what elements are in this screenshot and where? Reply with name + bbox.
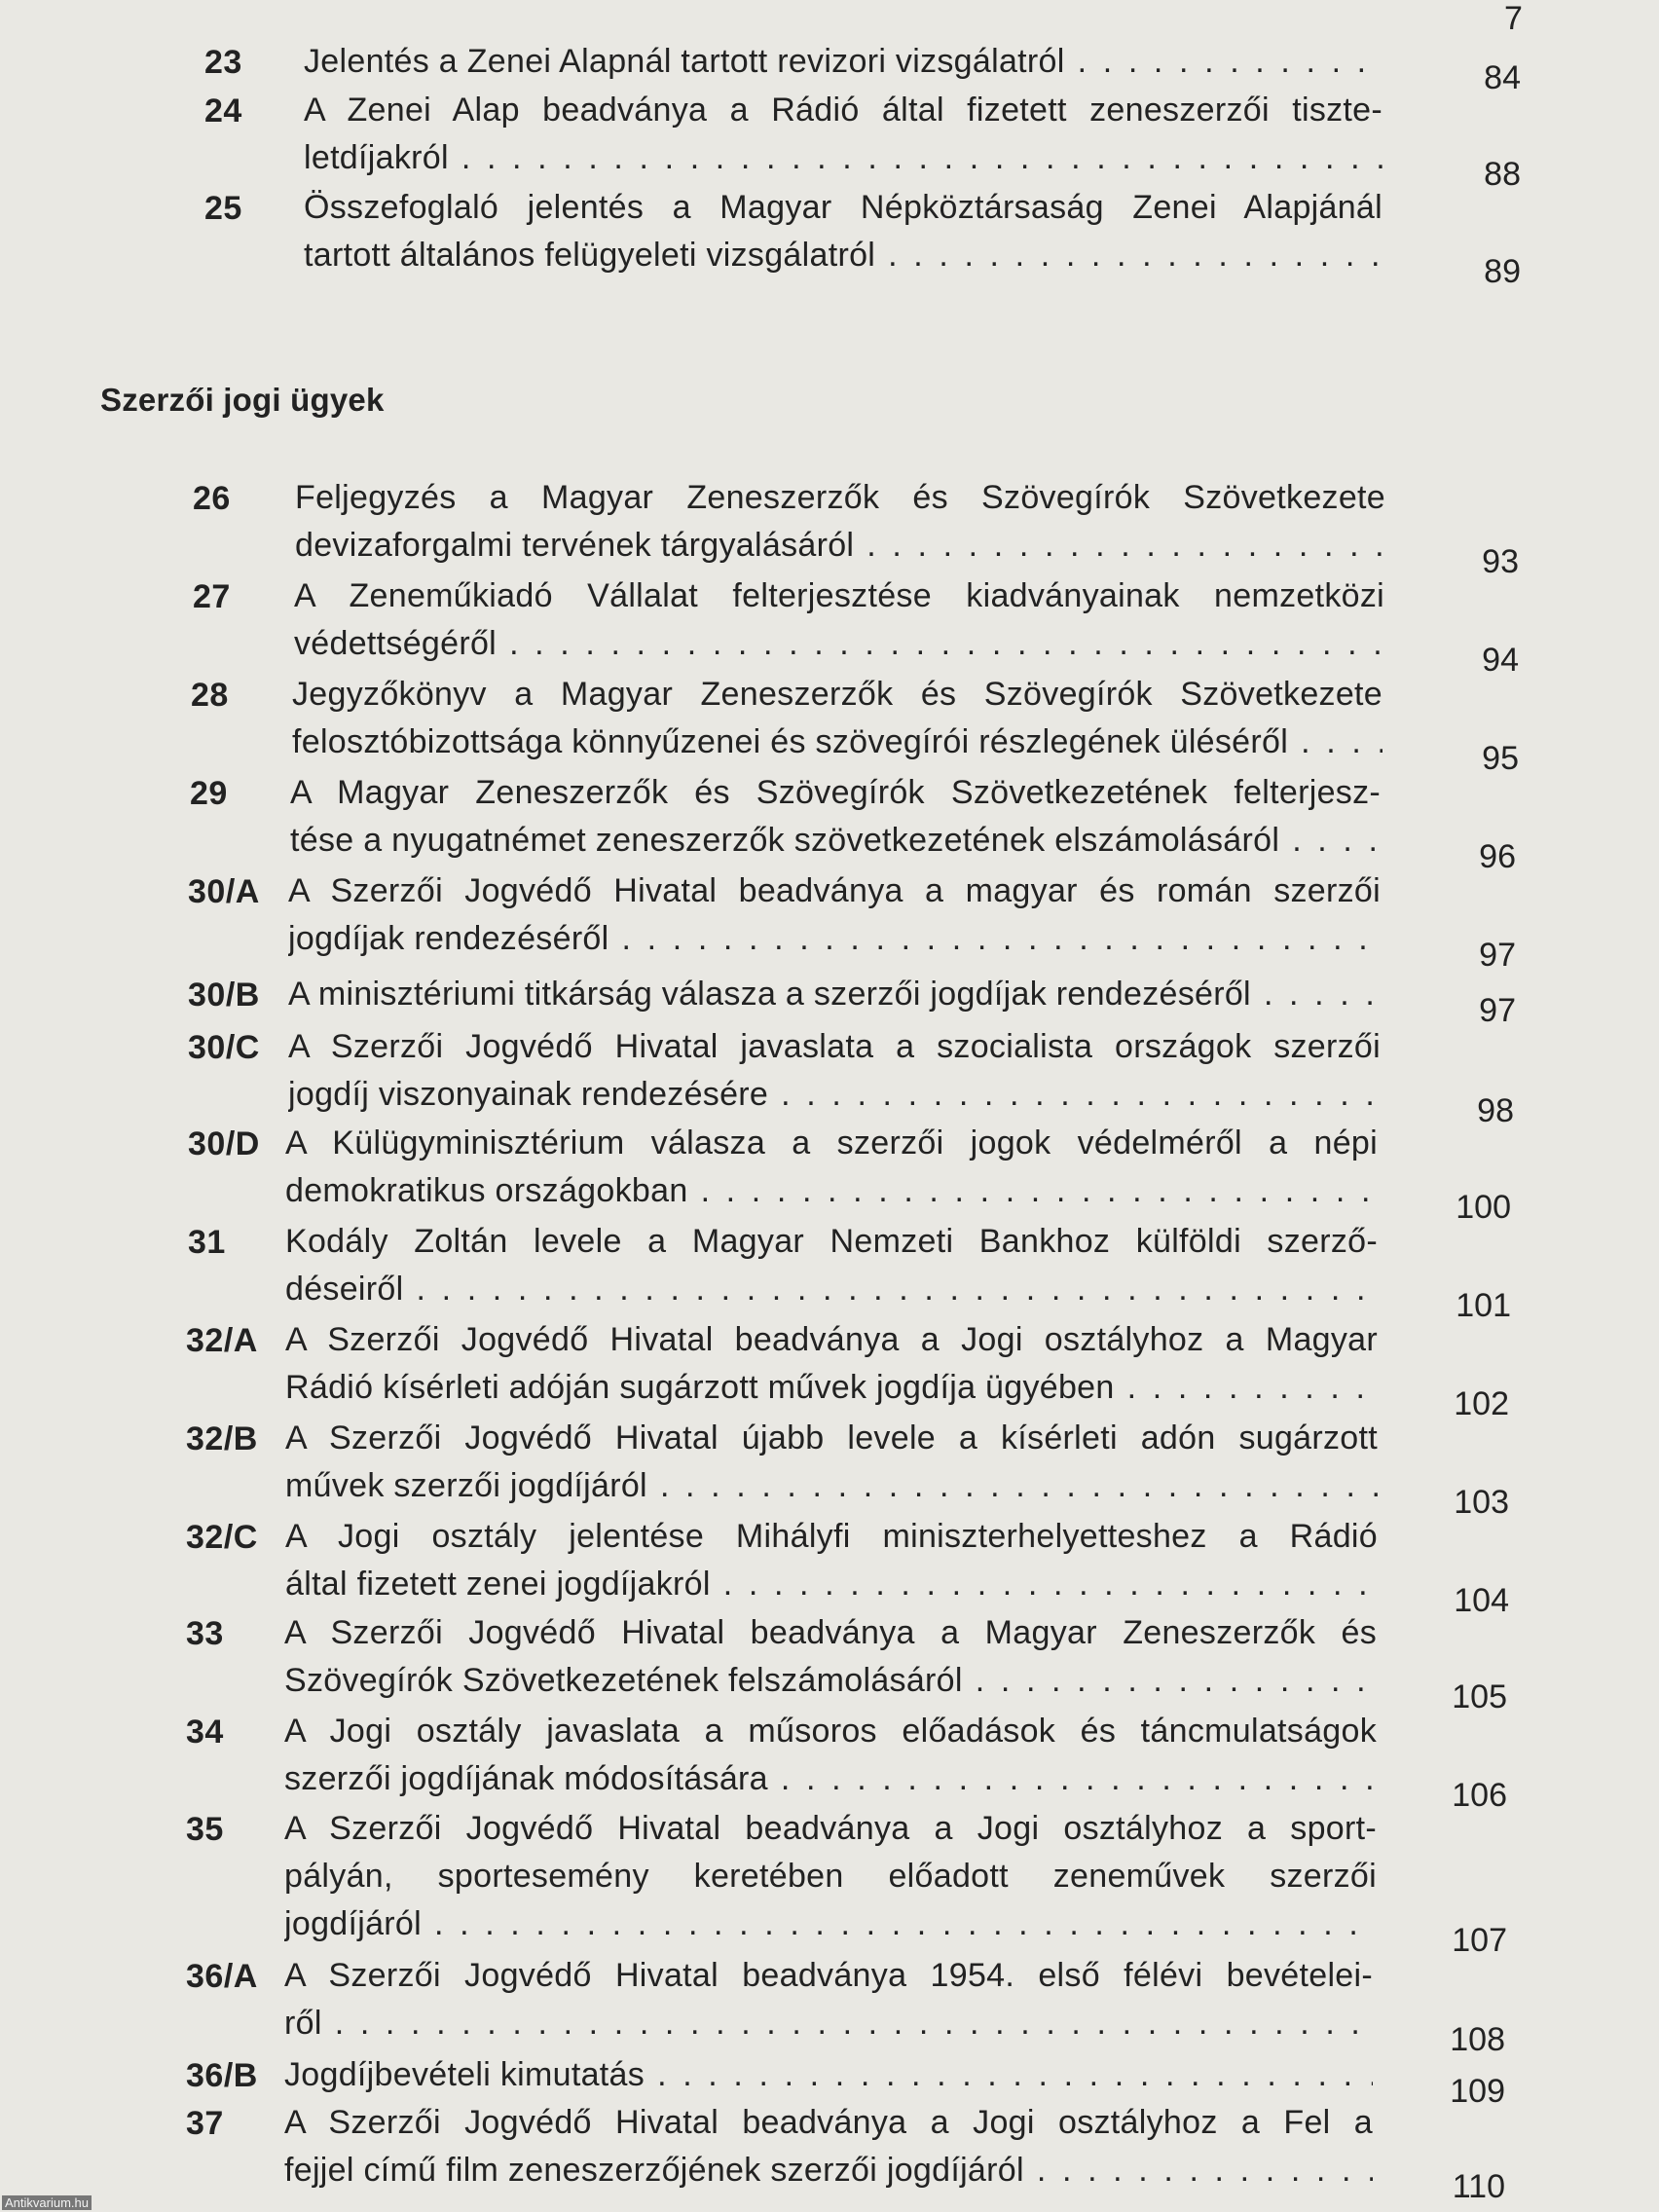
entry-title-line: ről . . . xyxy=(284,2000,1373,2047)
page-number: 7 xyxy=(1504,0,1523,37)
entry-page-number: 105 xyxy=(1452,1678,1507,1715)
entry-title-line: letdíjakról . . . xyxy=(304,134,1382,182)
entry-title xyxy=(285,1120,1378,1215)
entry-title-line: Kodály Zoltán levele a Magyar Nemzeti Bankhoz külföldi szerző- xyxy=(285,1223,1378,1260)
entry-title xyxy=(284,2099,1373,2194)
entry-title-line: A Szerzői Jogvédő Hivatal beadványa a Magyar Zeneszerzők és xyxy=(284,1614,1377,1651)
entry-number: 23 xyxy=(204,44,242,81)
entry-title-line: A Szerzői Jogvédő Hivatal beadványa 1954. első félévi bevételei- xyxy=(284,1957,1373,1994)
entry-title xyxy=(285,1218,1378,1313)
entry-title xyxy=(304,87,1382,182)
entry-title-line: jogdíjak rendezéséről . . . xyxy=(288,915,1381,963)
entry-title-line: déseiről . . . xyxy=(285,1266,1378,1313)
entry-page-number: 102 xyxy=(1454,1385,1509,1422)
entry-title-line: jogdíjáról . . . xyxy=(284,1900,1377,1948)
entry-page-number: 97 xyxy=(1479,937,1516,974)
entry-page-number: 104 xyxy=(1454,1582,1509,1619)
entry-title xyxy=(304,38,1382,86)
entry-title-line: jogdíj viszonyainak rendezésére . . . xyxy=(288,1071,1381,1119)
entry-title-line: Rádió kísérleti adóján sugárzott művek jogdíja ügyében . . . xyxy=(285,1364,1378,1412)
entry-title-line: A minisztériumi titkárság válasza a szerzői jogdíjak rendezéséről . . . xyxy=(288,971,1381,1018)
entry-title-line: devizaforgalmi tervének tárgyalásáról . . . xyxy=(295,522,1385,570)
entry-number: 34 xyxy=(186,1714,224,1751)
entry-title xyxy=(284,1708,1377,1803)
entry-number: 28 xyxy=(191,677,229,714)
entry-page-number: 96 xyxy=(1479,838,1516,875)
entry-title xyxy=(295,474,1385,570)
entry-title xyxy=(285,1513,1378,1608)
entry-title-line: Szövegírók Szövetkezetének felszámolásáról . . . xyxy=(284,1657,1377,1705)
entry-title-line: A Szerzői Jogvédő Hivatal beadványa a magyar és román szerzői xyxy=(288,872,1381,909)
entry-title xyxy=(288,971,1381,1018)
entry-title-line: A Jogi osztály javaslata a műsoros előadások és táncmulatságok xyxy=(284,1713,1377,1750)
entry-number: 37 xyxy=(186,2105,224,2142)
entry-title-line: A Jogi osztály jelentése Mihályfi miniszterhelyetteshez a Rádió xyxy=(285,1518,1378,1555)
entry-page-number: 100 xyxy=(1456,1189,1511,1226)
entry-title-line: A Szerzői Jogvédő Hivatal beadványa a Jogi osztályhoz a sport- xyxy=(284,1810,1377,1847)
entry-title xyxy=(304,184,1382,279)
entry-title-line: A Zenei Alap beadványa a Rádió által fizetett zeneszerzői tiszte- xyxy=(304,92,1382,129)
entry-number: 24 xyxy=(204,92,242,129)
entry-page-number: 93 xyxy=(1482,543,1519,580)
entry-title xyxy=(288,1023,1381,1119)
entry-title xyxy=(288,867,1381,963)
entry-title-line: tése a nyugatnémet zeneszerzők szövetkezetének elszámolásáról . . . xyxy=(290,817,1381,865)
entry-title xyxy=(284,1952,1373,2047)
entry-title-line: által fizetett zenei jogdíjakról . . . xyxy=(285,1561,1378,1608)
entry-title-line: művek szerzői jogdíjáról . . . xyxy=(285,1462,1378,1510)
entry-number: 26 xyxy=(193,480,231,517)
entry-title xyxy=(285,1316,1378,1412)
entry-title-line: védettségéről . . . xyxy=(294,620,1384,668)
entry-page-number: 109 xyxy=(1450,2073,1505,2110)
entry-number: 29 xyxy=(190,775,228,812)
entry-page-number: 108 xyxy=(1450,2021,1505,2058)
entry-page-number: 97 xyxy=(1479,992,1516,1029)
entry-title-line: A Szerzői Jogvédő Hivatal beadványa a Jogi osztályhoz a Magyar xyxy=(285,1321,1378,1358)
entry-title xyxy=(294,572,1384,668)
entry-title-line: A Zeneműkiadó Vállalat felterjesztése kiadványainak nemzetközi xyxy=(294,577,1384,614)
entry-number: 30/A xyxy=(188,873,260,910)
entry-number: 32/A xyxy=(186,1322,258,1359)
entry-number: 30/C xyxy=(188,1029,260,1066)
entry-page-number: 88 xyxy=(1484,156,1521,193)
entry-title-line: demokratikus országokban . . . xyxy=(285,1167,1378,1215)
entry-number: 25 xyxy=(204,190,242,227)
entry-page-number: 94 xyxy=(1482,642,1519,679)
entry-page-number: 107 xyxy=(1452,1922,1507,1959)
entry-title-line: szerzői jogdíjának módosítására . . . xyxy=(284,1755,1377,1803)
entry-title xyxy=(284,2051,1373,2099)
entry-number: 30/D xyxy=(188,1125,260,1162)
entry-page-number: 103 xyxy=(1454,1484,1509,1521)
entry-title-line: A Szerzői Jogvédő Hivatal újabb levele a kísérleti adón sugárzott xyxy=(285,1419,1378,1456)
entry-number: 31 xyxy=(188,1224,226,1261)
entry-title-line: felosztóbizottsága könnyűzenei és szövegírói részlegének üléséről . . . xyxy=(292,719,1382,766)
entry-title-line: A Külügyminisztérium válasza a szerzői jogok védelméről a népi xyxy=(285,1124,1378,1161)
section-heading: Szerzői jogi ügyek xyxy=(100,382,385,418)
entry-number: 36/A xyxy=(186,1958,258,1995)
entry-title-line: pályán, sportesemény keretében előadott zeneművek szerzői xyxy=(284,1858,1377,1895)
entry-page-number: 98 xyxy=(1477,1092,1514,1129)
entry-number: 36/B xyxy=(186,2057,258,2094)
entry-title xyxy=(284,1805,1377,1948)
entry-title-line: A Magyar Zeneszerzők és Szövegírók Szövetkezetének felterjesz- xyxy=(290,774,1381,811)
entry-number: 35 xyxy=(186,1811,224,1848)
entry-title-line: Feljegyzés a Magyar Zeneszerzők és Szövegírók Szövetkezete xyxy=(295,479,1385,516)
entry-title-line: Jogdíjbevételi kimutatás . . . xyxy=(284,2051,1373,2099)
entry-number: 33 xyxy=(186,1615,224,1652)
entry-page-number: 101 xyxy=(1456,1287,1511,1324)
entry-number: 30/B xyxy=(188,977,260,1014)
entry-title xyxy=(284,1609,1377,1705)
entry-title xyxy=(292,671,1382,766)
entry-title-line: fejjel című film zeneszerzőjének szerzői jogdíjáról . . . xyxy=(284,2147,1373,2194)
watermark: Antikvarium.hu xyxy=(2,2195,92,2210)
entry-title xyxy=(290,769,1381,865)
entry-number: 27 xyxy=(193,578,231,615)
entry-page-number: 106 xyxy=(1452,1777,1507,1814)
entry-title-line: Összefoglaló jelentés a Magyar Népköztársaság Zenei Alapjánál xyxy=(304,189,1382,226)
entry-page-number: 89 xyxy=(1484,253,1521,290)
entry-title-line: Jegyzőkönyv a Magyar Zeneszerzők és Szövegírók Szövetkezete xyxy=(292,676,1382,713)
entry-title xyxy=(285,1415,1378,1510)
entry-number: 32/C xyxy=(186,1519,258,1556)
entry-page-number: 84 xyxy=(1484,59,1521,96)
entry-title-line: Jelentés a Zenei Alapnál tartott revizori vizsgálatról . . . xyxy=(304,38,1382,86)
entry-page-number: 95 xyxy=(1482,740,1519,777)
entry-number: 32/B xyxy=(186,1420,258,1457)
entry-title-line: A Szerzői Jogvédő Hivatal beadványa a Jogi osztályhoz a Fel a xyxy=(284,2104,1373,2141)
entry-title-line: tartott általános felügyeleti vizsgálatról . . . xyxy=(304,232,1382,279)
entry-title-line: A Szerzői Jogvédő Hivatal javaslata a szocialista országok szerzői xyxy=(288,1028,1381,1065)
entry-page-number: 110 xyxy=(1452,2168,1505,2205)
